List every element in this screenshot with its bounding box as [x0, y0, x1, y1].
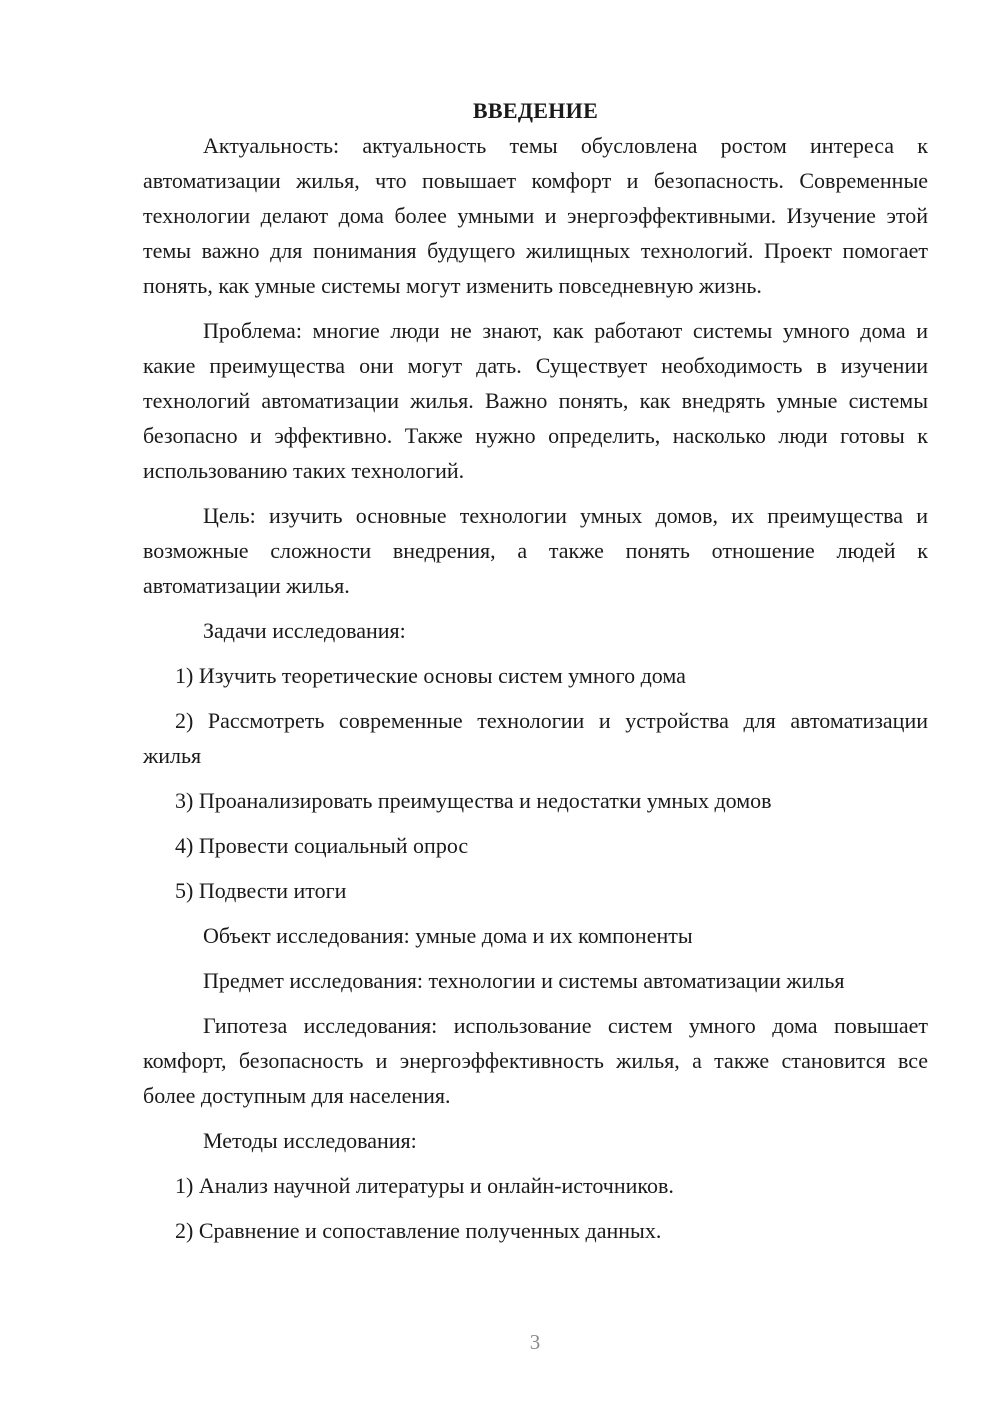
subject-paragraph: Предмет исследования: технологии и системы автоматизации жилья — [203, 968, 845, 993]
method-item-1: 1) Анализ научной литературы и онлайн-источников. — [175, 1173, 674, 1198]
goal-paragraph: Цель: изучить основные технологии умных домов, их преимущества и возможные сложности внедрения, а также понять отношение людей к автоматизации жилья. — [143, 503, 928, 598]
tasks-heading: Задачи исследования: — [203, 618, 406, 643]
document-page — [143, 93, 928, 1258]
problem-paragraph: Проблема: многие люди не знают, как работают системы умного дома и какие преимущества они могут дать. Существует необходимость в изучении технологий автоматизации жилья. Важно понять, как внедрять умные системы безопасно и эффективно. Также нужно определить, насколько люди готовы к использованию таких технологий. — [143, 318, 928, 483]
task-item-3: 3) Проанализировать преимущества и недостатки умных домов — [175, 788, 772, 813]
page-number: 3 — [529, 1330, 541, 1354]
relevance-paragraph: Актуальность: актуальность темы обусловлена ростом интереса к автоматизации жилья, что повышает комфорт и безопасность. Современные технологии делают дома более умными и энергоэффективными. Изучение этой темы важно для понимания будущего жилищных технологий. Проект помогает понять, как умные системы могут изменить повседневную жизнь. — [143, 133, 928, 298]
methods-heading: Методы исследования: — [203, 1128, 417, 1153]
task-item-1: 1) Изучить теоретические основы систем умного дома — [175, 663, 686, 688]
object-paragraph: Объект исследования: умные дома и их компоненты — [203, 923, 693, 948]
hypothesis-paragraph: Гипотеза исследования: использование систем умного дома повышает комфорт, безопасность и энергоэффективность жилья, а также становится все более доступным для населения. — [143, 1013, 928, 1108]
method-item-2: 2) Сравнение и сопоставление полученных данных. — [175, 1218, 662, 1243]
task-item-4: 4) Провести социальный опрос — [175, 833, 469, 858]
page-title: ВВЕДЕНИЕ — [472, 98, 599, 123]
task-item-5: 5) Подвести итоги — [175, 878, 347, 903]
task-item-2: 2) Рассмотреть современные технологии и устройства для автоматизации жилья — [143, 708, 928, 768]
